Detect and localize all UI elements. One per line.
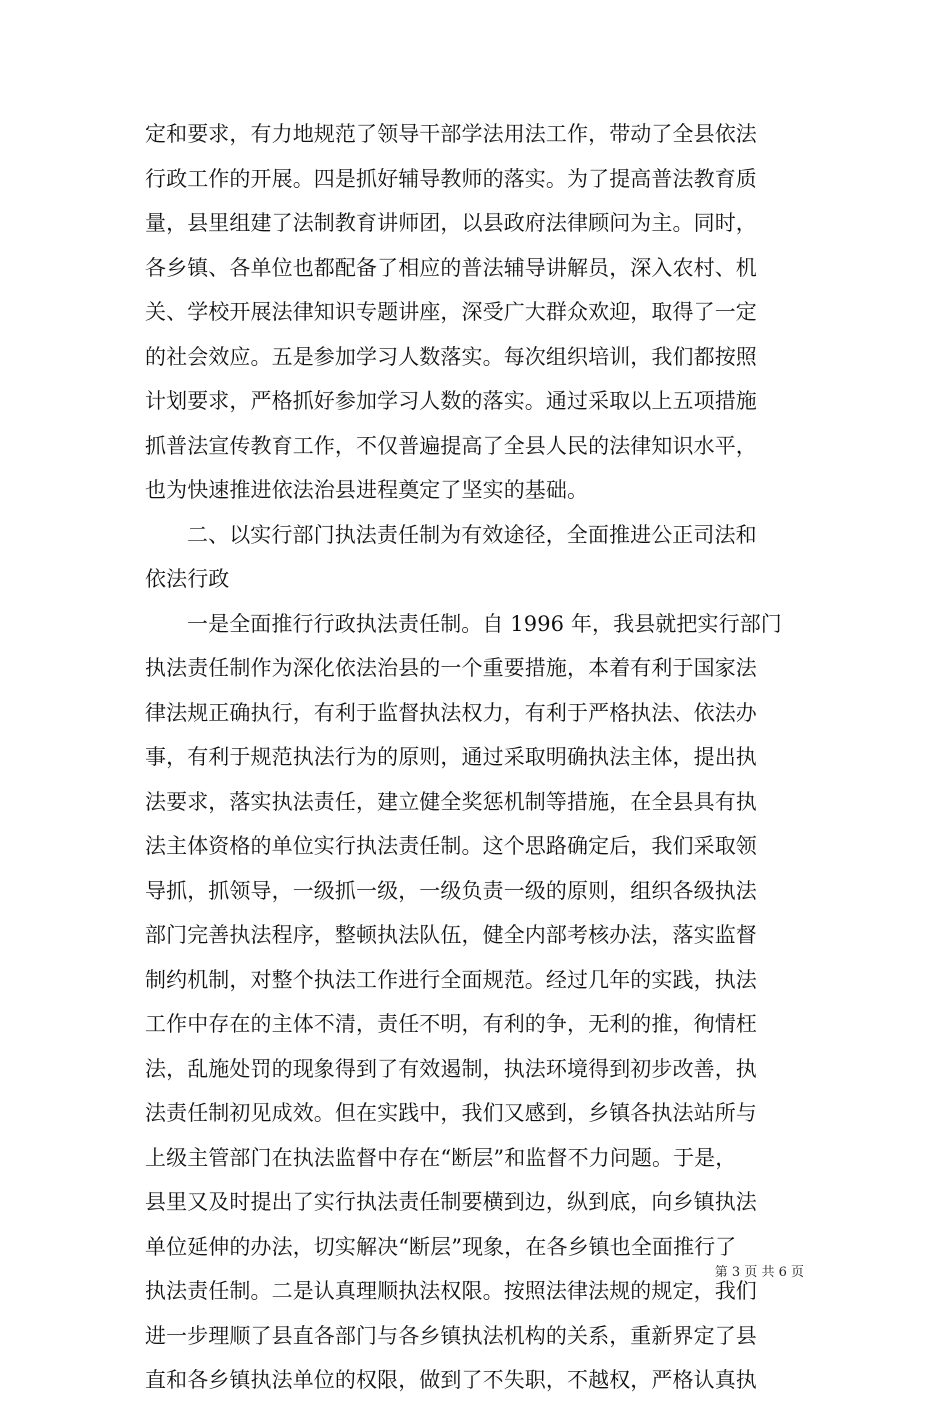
text-line: 关、学校开展法律知识专题讲座，深受广大群众欢迎，取得了一定 <box>145 300 757 324</box>
text-line: 律法规正确执行，有利于监督执法权力，有利于严格执法、依法办 <box>145 700 757 725</box>
text-line: 抓普法宣传教育工作，不仅普遍提高了全县人民的法律知识水平， <box>145 433 757 458</box>
text-line: 工作中存在的主体不清，责任不明，有利的争，无利的推，徇情枉 <box>145 1012 757 1036</box>
text-line: 上级主管部门在执法监督中存在“断层”和监督不力问题。于是， <box>145 1145 737 1170</box>
text-line: 直和各乡镇执法单位的权限，做到了不失职，不越权，严格认真执 <box>145 1368 757 1392</box>
text-line: 各乡镇、各单位也都配备了相应的普法辅导讲解员，深入农村、机 <box>145 255 757 280</box>
text-line: 事，有利于规范执法行为的原则，通过采取明确执法主体，提出执 <box>145 745 757 769</box>
text-line: 法主体资格的单位实行执法责任制。这个思路确定后，我们采取领 <box>145 834 757 858</box>
text-line: 依法行政 <box>145 567 230 591</box>
text-line: 制约机制，对整个执法工作进行全面规范。经过几年的实践，执法 <box>145 967 757 992</box>
text-line: 进一步理顺了县直各部门与各乡镇执法机构的关系，重新界定了县 <box>145 1323 757 1348</box>
text-line: 法要求，落实执法责任，建立健全奖惩机制等措施，在全县具有执 <box>145 789 757 814</box>
text-line: 导抓，抓领导，一级抓一级，一级负责一级的原则，组织各级执法 <box>145 878 757 903</box>
text-line: 部门完善执法程序，整顿执法队伍，健全内部考核办法，落实监督 <box>145 923 757 947</box>
text-line: 单位延伸的办法，切实解决“断层”现象，在各乡镇也全面推行了 <box>145 1234 737 1259</box>
text-line: 定和要求，有力地规范了领导干部学法用法工作，带动了全县依法 <box>145 122 757 146</box>
document-body <box>145 112 810 1403</box>
text-line: 量，县里组建了法制教育讲师团，以县政府法律顾问为主。同时， <box>145 211 757 235</box>
text-line: 执法责任制。二是认真理顺执法权限。按照法律法规的规定，我们 <box>145 1279 757 1303</box>
text-line: 计划要求，严格抓好参加学习人数的落实。通过采取以上五项措施 <box>145 389 757 413</box>
text-line: 法，乱施处罚的现象得到了有效遏制，执法环境得到初步改善，执 <box>145 1056 757 1081</box>
page-number: 第 3 页 共 6 页 <box>714 1265 804 1280</box>
text-line: 县里又及时提出了实行执法责任制要横到边，纵到底，向乡镇执法 <box>145 1190 757 1214</box>
text-line: 法责任制初见成效。但在实践中，我们又感到，乡镇各执法站所与 <box>145 1101 757 1125</box>
text-line: 也为快速推进依法治县进程奠定了坚实的基础。 <box>145 478 589 502</box>
text-line: 行政工作的开展。四是抓好辅导教师的落实。为了提高普法教育质 <box>145 166 757 191</box>
text-line: 的社会效应。五是参加学习人数落实。每次组织培训，我们都按照 <box>145 344 757 369</box>
text-line: 执法责任制作为深化依法治县的一个重要措施，本着有利于国家法 <box>145 656 757 680</box>
text-line: 二、以实行部门执法责任制为有效途径，全面推进公正司法和 <box>187 522 757 547</box>
text-line: 一是全面推行行政执法责任制。自 1996 年，我县就把实行部门 <box>187 611 782 636</box>
